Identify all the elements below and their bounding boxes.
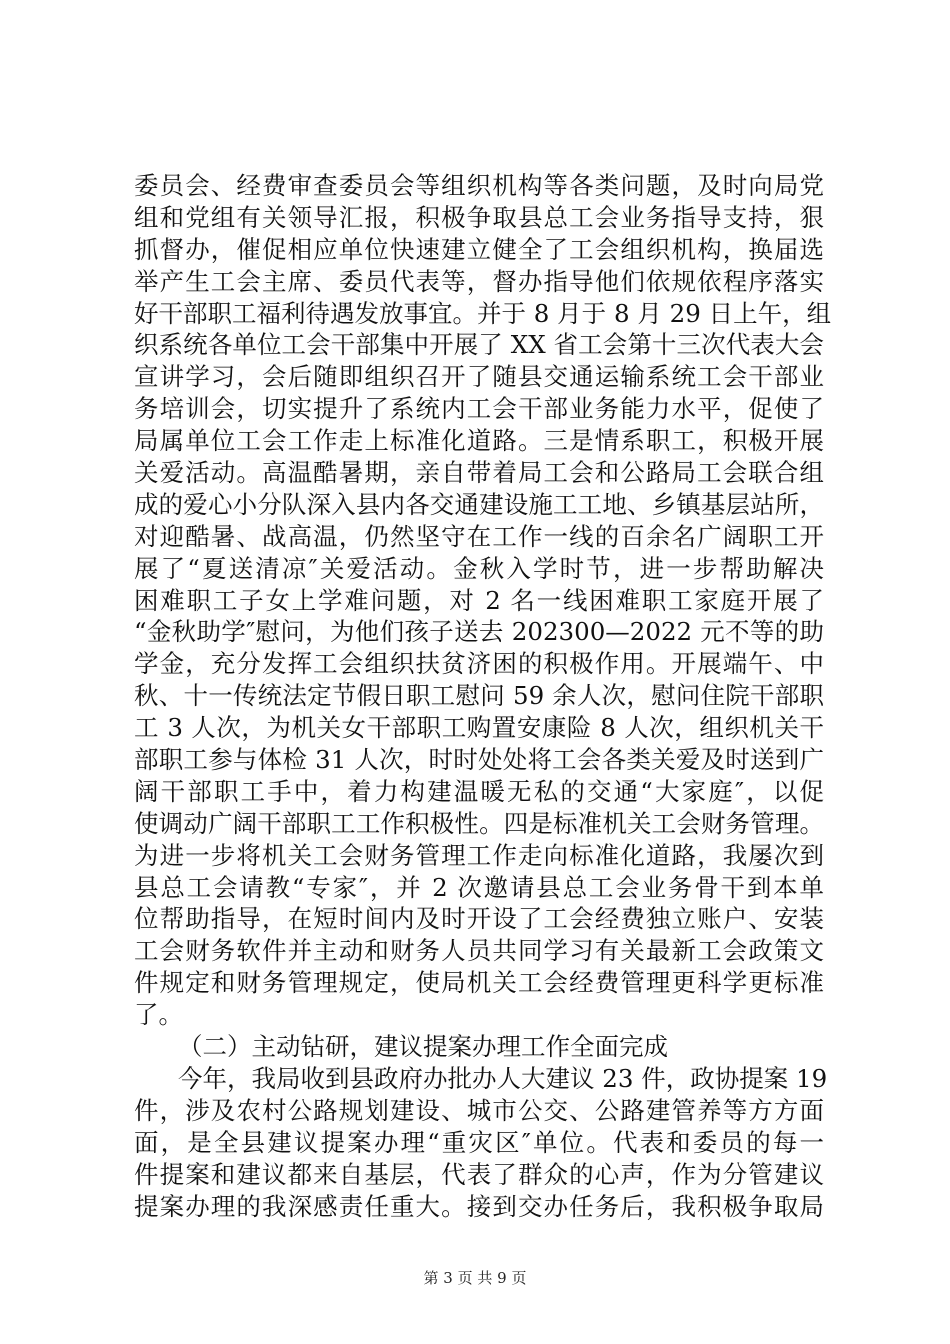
text-line: 为进一步将机关工会财务管理工作走向标准化道路，我屡次到 (134, 840, 824, 870)
text-line: 宣讲学习，会后随即组织召开了随县交通运输系统工会干部业 (134, 362, 824, 392)
document-body (134, 170, 832, 1222)
text-line: 展了“夏送清凉″关爱活动。金秋入学时节，进一步帮助解决 (134, 553, 824, 583)
text-line: 关爱活动。高温酷暑期，亲自带着局工会和公路局工会联合组 (134, 458, 824, 488)
text-line: 件，涉及农村公路规划建设、城市公交、公路建管养等方方面 (134, 1095, 824, 1125)
text-line: 件提案和建议都来自基层，代表了群众的心声，作为分管建议 (134, 1159, 824, 1189)
text-line: 今年，我局收到县政府办批办人大建议 23 件，政协提案 19 (178, 1063, 828, 1093)
text-line: 抓督办，催促相应单位快速建立健全了工会组织机构，换届选 (134, 234, 824, 264)
section-heading: （二）主动钻研，建议提案办理工作全面完成 (178, 1032, 668, 1062)
text-line: 困难职工子女上学难问题，对 2 名一线困难职工家庭开展了 (134, 585, 824, 615)
page-number-footer: 第 3 页 共 9 页 (423, 1269, 527, 1287)
text-line: 了。 (134, 1000, 183, 1030)
text-line: 组和党组有关领导汇报，积极争取县总工会业务指导支持，狠 (134, 202, 824, 232)
text-line: 县总工会请教“专家″，并 2 次邀请县总工会业务骨干到本单 (134, 872, 824, 902)
text-line: 件规定和财务管理规定，使局机关工会经费管理更科学更标准 (134, 968, 824, 998)
text-line: 委员会、经费审查委员会等组织机构等各类问题，及时向局党 (134, 171, 824, 200)
text-line: 提案办理的我深感责任重大。接到交办任务后，我积极争取局 (134, 1191, 824, 1221)
text-line: 学金，充分发挥工会组织扶贫济困的积极作用。开展端午、中 (134, 649, 824, 679)
text-line: 工 3 人次，为机关女干部职工购置安康险 8 人次，组织机关干 (134, 713, 824, 743)
text-line: 织系统各单位工会干部集中开展了 XX 省工会第十三次代表大会 (134, 330, 824, 360)
text-line: 成的爱心小分队深入县内各交通建设施工工地、乡镇基层站所， (134, 489, 824, 519)
text-line: 使调动广阔干部职工工作积极性。四是标准机关工会财务管理。 (134, 808, 824, 838)
text-line: 部职工参与体检 31 人次，时时处处将工会各类关爱及时送到广 (134, 745, 824, 775)
text-line: 阔干部职工手中，着力构建温暖无私的交通“大家庭″，以促 (134, 776, 824, 806)
text-line: 位帮助指导，在短时间内及时开设了工会经费独立账户、安装 (134, 904, 824, 934)
text-line: 对迎酷暑、战高温，仍然坚守在工作一线的百余名广阔职工开 (134, 521, 824, 551)
text-line: 务培训会，切实提升了系统内工会干部业务能力水平，促使了 (134, 394, 824, 424)
text-line: 好干部职工福利待遇发放事宜。并于 8 月于 8 月 29 日上午，组 (134, 298, 832, 328)
text-line: “金秋助学″慰问，为他们孩子送去 202300—2022 元不等的助 (134, 617, 824, 647)
text-line: 面，是全县建议提案办理“重灾区″单位。代表和委员的每一 (134, 1127, 824, 1157)
text-line: 举产生工会主席、委员代表等，督办指导他们依规依程序落实 (134, 266, 824, 296)
text-line: 局属单位工会工作走上标准化道路。三是情系职工，积极开展 (134, 426, 824, 456)
text-line: 工会财务软件并主动和财务人员共同学习有关最新工会政策文 (134, 936, 824, 966)
text-line: 秋、十一传统法定节假日职工慰问 59 余人次，慰问住院干部职 (134, 681, 824, 711)
